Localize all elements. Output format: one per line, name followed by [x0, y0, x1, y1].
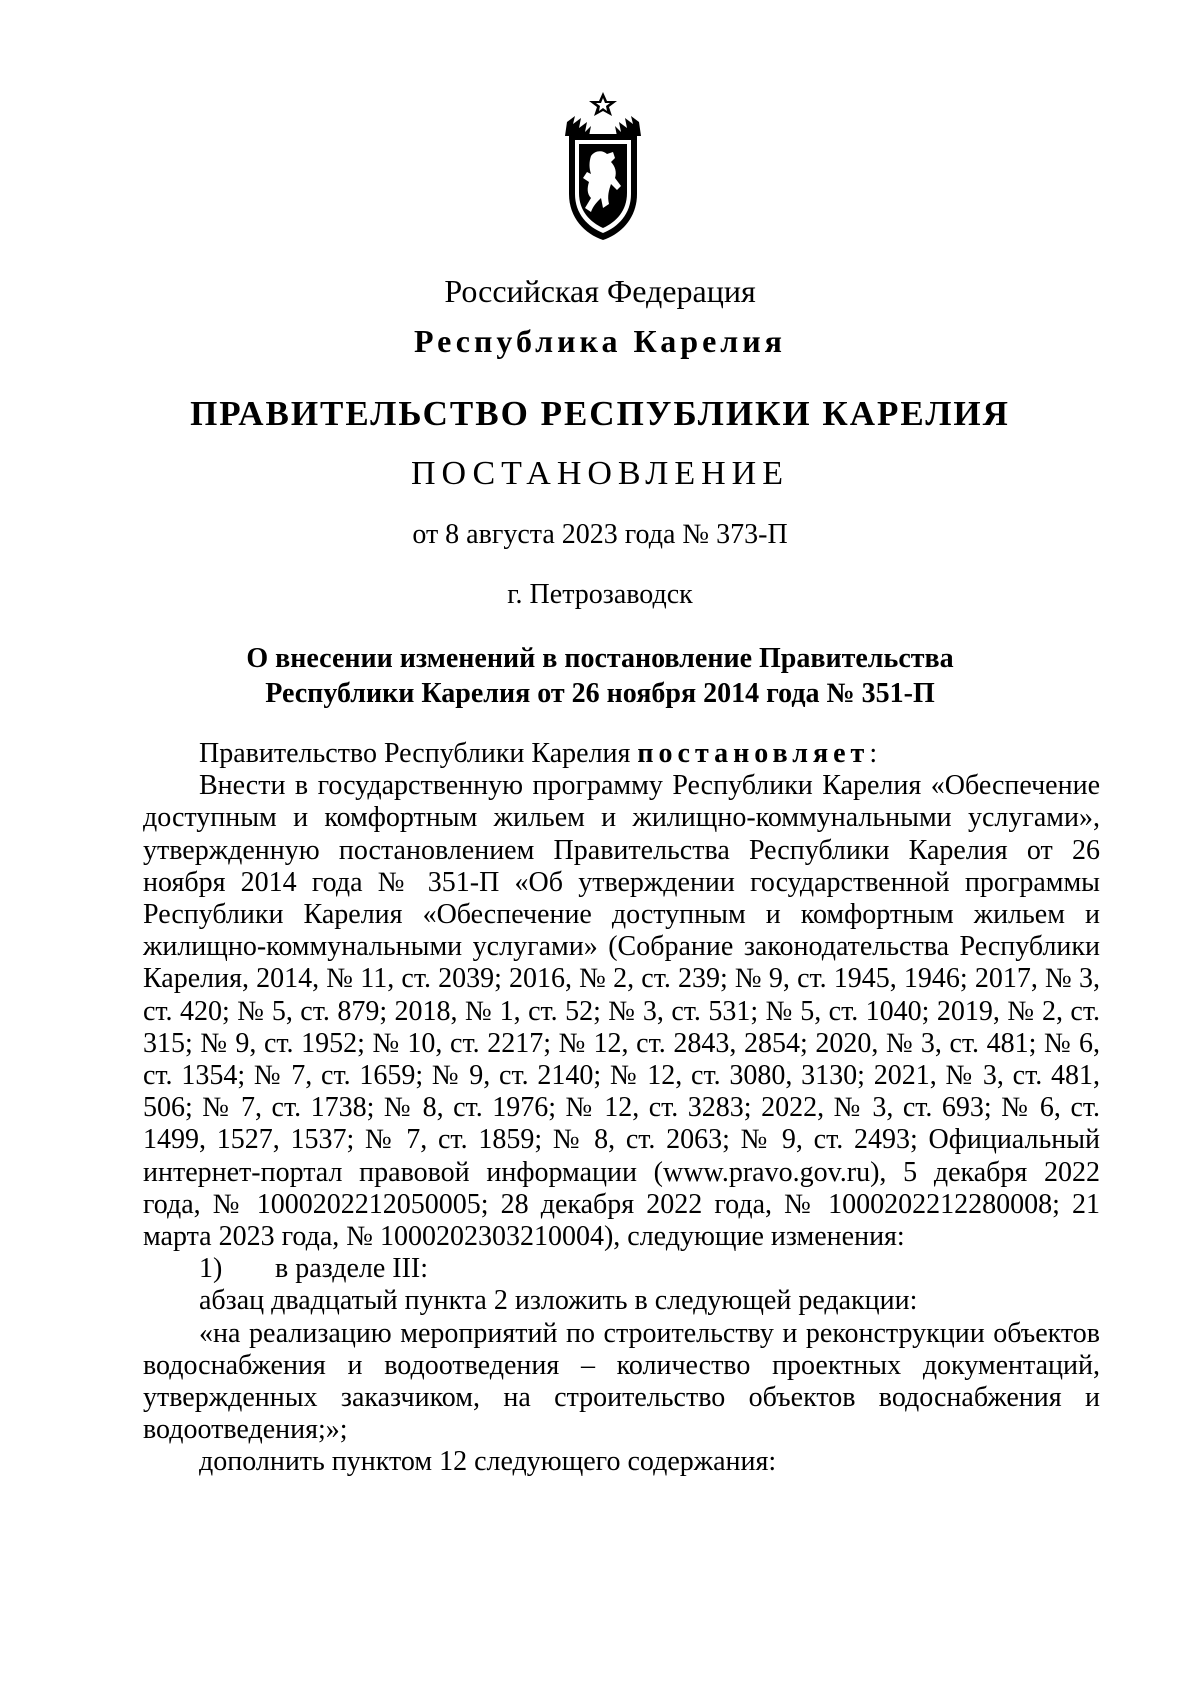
document-body [143, 738, 1100, 1479]
list-item [143, 1253, 1100, 1285]
emblem-right-trees [615, 116, 641, 136]
paragraph-4: дополнить пунктом 12 следующего содержания: [199, 1446, 777, 1478]
list-item-text: в разделе III: [275, 1253, 429, 1285]
main-paragraph: Внести в государственную программу Республики Карелия «Обеспечение доступным и комфортным жильем и жилищно-коммунальными услугами», утвержденную постановлением Правительства Республики Карелия от 26 ноября 2014 года № 351-П «Об утверждении государственной программы Республики Карелия «Обеспечение доступным и комфортным жильем и жилищно-коммунальными услугами» (Собрание законодательства Республики Карелия, 2014, № 11, ст. 2039; 2016, № 2, ст. 239; № 9, ст. 1945, 1946; 2017, № 3, ст. 420; № 5, ст. 879; 2018, № 1, ст. 52; № 3, ст. 531; № 5, ст. 1040; 2019, № 2, ст. 315; № 9, ст. 1952; № 10, ст. 2217; № 12, ст. 2843, 2854; 2020, № 3, ст. 481; № 6, ст. 1354; № 7, ст. 1659; № 9, ст. 2140; № 12, ст. 3080, 3130; 2021, № 3, ст. 481, 506; № 7, ст. 1738; № 8, ст. 1976; № 12, ст. 3283; 2022, № 3, ст. 693; № 6, ст. 1499, 1527, 1537; № 7, ст. 1859; № 8, ст. 2063; № 9, ст. 2493; Официальный интернет-портал правовой информации (www.pravo.gov.ru), 5 декабря 2022 года, № 1000202212050005; 28 декабря 2022 года, № 1000202212280008; 21 марта 2023 года, № 1000202303210004), следующие изменения: [143, 770, 1100, 1253]
karelia-coat-of-arms-icon [561, 90, 645, 242]
document-type: ПОСТАНОВЛЕНИЕ [410, 455, 790, 492]
emblem-left-trees [565, 116, 591, 136]
intro-colon: : [869, 738, 878, 769]
document-title [0, 641, 1200, 711]
list-item-number: 1) [199, 1253, 223, 1285]
intro-subject: Правительство Республики Карелия [199, 738, 638, 769]
paragraph-3: «на реализацию мероприятий по строительству и реконструкции объектов водоснабжения и водоотведения – количество проектных документаций, утвержденных заказчиком, на строительство объектов водоснабжения и водоотведения;»; [143, 1317, 1100, 1446]
document-city: г. Петрозаводск [507, 579, 693, 610]
document-title-line-1: О внесении изменений в постановление Правительства [246, 643, 954, 674]
paragraph-2: абзац двадцатый пункта 2 изложить в следующей редакции: [199, 1285, 918, 1317]
intro-paragraph [143, 738, 1100, 770]
intro-verb: постановляет [637, 738, 870, 769]
document-date-number: от 8 августа 2023 года № 373-П [412, 519, 788, 550]
republic-name: Республика Карелия [414, 323, 786, 359]
government-name: ПРАВИТЕЛЬСТВО РЕСПУБЛИКИ КАРЕЛИЯ [190, 394, 1010, 433]
country-name: Российская Федерация [444, 273, 756, 309]
document-title-line-2: Республики Карелия от 26 ноября 2014 года № 351-П [265, 678, 935, 709]
